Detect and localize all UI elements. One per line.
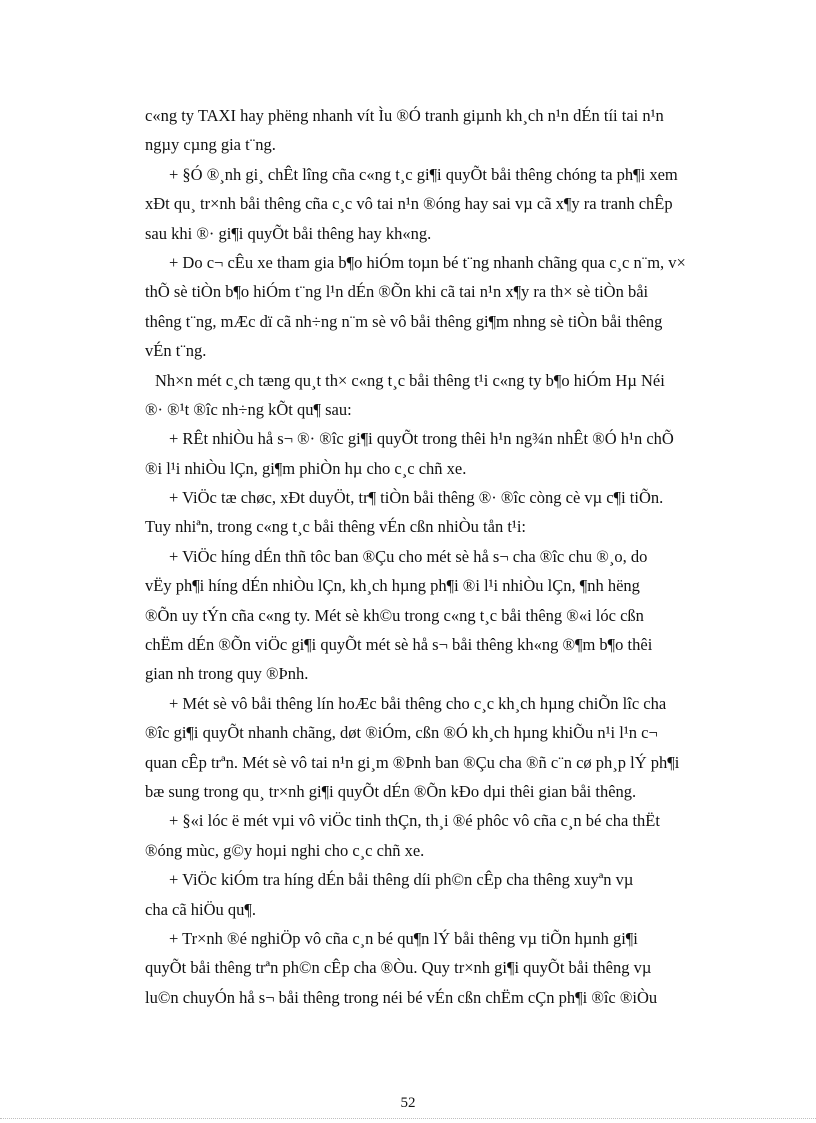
text-line: vËy ph¶i híng dÉn nhiÒu lÇn, kh¸ch hµng ph¶i ®i l¹i nhiÒu lÇn, ¶nh hëng	[145, 576, 640, 596]
text-line: ®i l¹i nhiÒu lÇn, gi¶m phiÒn hµ cho c¸c chñ xe.	[145, 458, 467, 478]
text-line: lu©n chuyÓn hå s¬ båi thêng trong néi bé vÉn cßn chËm cÇn ph¶i ®îc ®iÒu	[145, 987, 658, 1007]
footer-divider	[0, 1118, 816, 1119]
text-line: ngµy cµng gia t¨ng.	[145, 135, 276, 155]
text-line: ®óng mùc, g©y hoµi nghi cho c¸c chñ xe.	[145, 840, 425, 860]
text-line: Tuy nhiªn, trong c«ng t¸c båi thêng vÉn cßn nhiÒu tån t¹i:	[145, 517, 527, 537]
text-line: cha cã hiÖu qu¶.	[145, 899, 257, 919]
document-body	[145, 101, 757, 1012]
text-line: ®Õn uy tÝn cña c«ng ty. Mét sè kh©u trong c«ng t¸c båi thêng ®«i lóc cßn	[145, 605, 644, 625]
text-line: + §Ó ®¸nh gi¸ chÊt lîng cña c«ng t¸c gi¶i quyÕt båi thêng chóng ta ph¶i xem	[169, 164, 678, 184]
text-line: chËm dÉn ®Õn viÖc gi¶i quyÕt mét sè hå s¬ båi thêng kh«ng ®¶m b¶o thêi	[145, 635, 653, 655]
text-line: + RÊt nhiÒu hå s¬ ®· ®îc gi¶i quyÕt trong thêi h¹n ng¾n nhÊt ®Ó h¹n chÕ	[169, 429, 674, 449]
text-line: + Do c¬ cÊu xe tham gia b¶o hiÓm toµn bé t¨ng nhanh chãng qua c¸c n¨m, v×	[169, 252, 686, 272]
text-line: + ViÖc híng dÉn thñ tôc ban ®Çu cho mét sè hå s¬ cha ®îc chu ®¸o, do	[169, 546, 648, 566]
text-line: vÉn t¨ng.	[145, 341, 207, 361]
page-number: 52	[400, 1095, 416, 1111]
text-line: thêng t¨ng, mÆc dï cã nh÷ng n¨m sè vô båi thêng gi¶m nhng sè tiÒn båi thêng	[145, 311, 663, 331]
text-line: thÕ sè tiÒn b¶o hiÓm t¨ng l¹n dÉn ®Õn khi cã tai n¹n x¶y ra th× sè tiÒn båi	[145, 282, 649, 302]
text-line: sau khi ®· gi¶i quyÕt båi thêng hay kh«ng.	[145, 223, 432, 243]
text-line: Nh×n mét c¸ch tæng qu¸t th× c«ng t¸c båi thêng t¹i c«ng ty b¶o hiÓm Hµ Néi	[155, 370, 665, 390]
text-line: + ViÖc kiÓm tra híng dÉn båi thêng díi ph©n cÊp cha thêng xuyªn vµ	[169, 870, 634, 890]
text-line: + §«i lóc ë mét vµi vô viÖc tinh thÇn, th¸i ®é phôc vô cña c¸n bé cha thËt	[169, 811, 660, 831]
text-line: + Tr×nh ®é nghiÖp vô cña c¸n bé qu¶n lÝ båi thêng vµ tiÕn hµnh gi¶i	[169, 928, 638, 948]
text-line: quan cÊp trªn. Mét sè vô tai n¹n gi¸m ®Þnh ban ®Çu cha ®ñ c¨n cø ph¸p lÝ ph¶i	[145, 752, 680, 772]
text-line: quyÕt båi thêng trªn ph©n cÊp cha ®Òu. Quy tr×nh gi¶i quyÕt båi thêng vµ	[145, 958, 652, 978]
text-line: + ViÖc tæ chøc, xÐt duyÖt, tr¶ tiÒn båi thêng ®· ®îc còng cè vµ c¶i tiÕn.	[169, 488, 664, 508]
text-line: xÐt qu¸ tr×nh båi thêng cña c¸c vô tai n¹n ®óng hay sai vµ cã x¶y ra tranh chÊp	[145, 194, 673, 214]
text-line: ®· ®¹t ®îc nh÷ng kÕt qu¶ sau:	[145, 399, 352, 419]
text-line: + Mét sè vô båi thêng lín hoÆc båi thêng cho c¸c kh¸ch hµng chiÕn lîc cha	[169, 693, 667, 713]
text-line: c«ng ty TAXI hay phëng nhanh vít Ìu ®Ó tranh giµnh kh¸ch n¹n dÉn tíi tai n¹n	[145, 106, 664, 125]
text-line: bæ sung trong qu¸ tr×nh gi¶i quyÕt dÉn ®Õn kÐo dµi thêi gian båi thêng.	[145, 781, 637, 801]
text-line: gian nh trong quy ®Þnh.	[145, 664, 309, 684]
text-line: ®îc gi¶i quyÕt nhanh chãng, døt ®iÓm, cßn ®Ó kh¸ch hµng khiÕu n¹i l¹n c¬	[145, 723, 658, 743]
